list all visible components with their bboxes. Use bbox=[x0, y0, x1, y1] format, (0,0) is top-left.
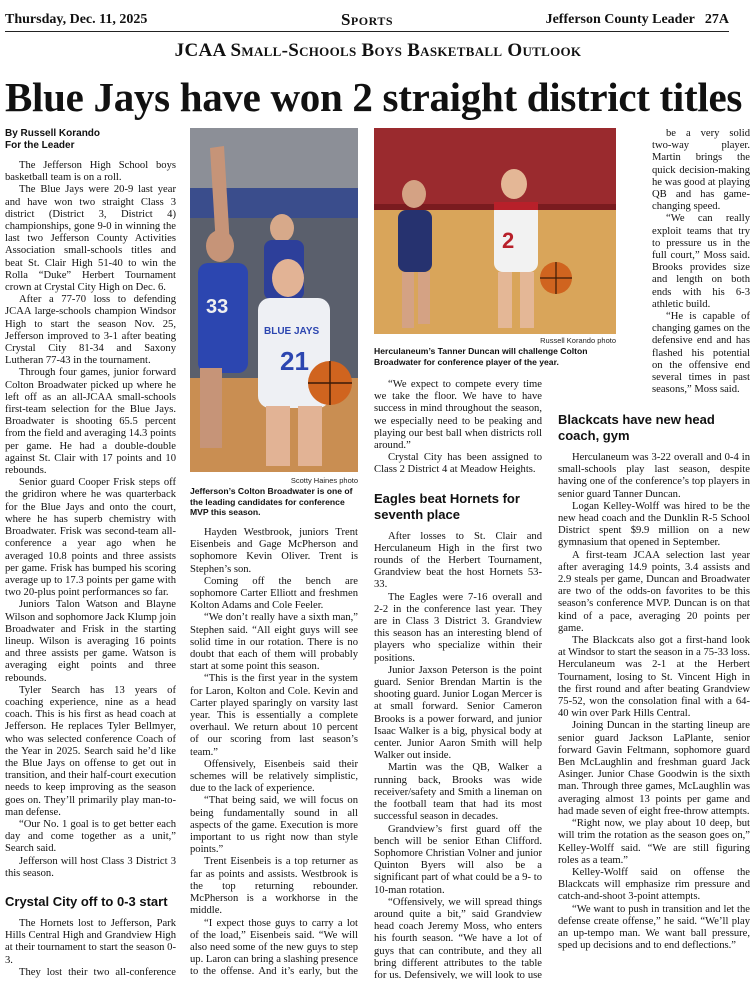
paragraph: “Right now, we play about 10 deep, but will trim the rotation as the season goes on,” Kelley-Wolff said. “We are still figuring roles as a team.” bbox=[558, 818, 750, 866]
photo2-caption: Herculaneum’s Tanner Duncan will challenge Colton Broadwater for conference player of the year. bbox=[374, 346, 588, 367]
photo1-credit: Scotty Haines photo bbox=[290, 476, 358, 485]
paragraph: Jefferson will host Class 3 District 3 this season. bbox=[5, 855, 176, 879]
jersey-wordmark: BLUE JAYS bbox=[264, 326, 320, 337]
paragraph: Trent Eisenbeis is a top returner as far as points and assists. Westbrook is the top returning rebounder. McPherson is a workhorse in the middle. bbox=[190, 856, 358, 917]
paper-name: Jefferson County Leader bbox=[545, 12, 695, 27]
column-1 bbox=[5, 128, 176, 978]
subhead-eagles: Eagles beat Hornets for seventh place bbox=[374, 490, 520, 522]
paragraph: Logan Kelley-Wolff was hired to be the new head coach and the Dunklin R-5 School District spent $9.9 million on a new gymnasium that opened in September. bbox=[558, 500, 750, 549]
paragraph: A first-team JCAA selection last year after averaging 14.9 points, 3.4 assists and 2.9 steals per game, Duncan and Broadwater are two of the odds-on favorites to be this season’s conference MVP. Duncan is on that kind of a pace, averaging 20 points per game. bbox=[558, 549, 750, 634]
defender-number: 33 bbox=[206, 296, 229, 318]
col3-body bbox=[374, 379, 542, 477]
subhead-blackcats: Blackcats have new head coach, gym bbox=[558, 412, 715, 443]
photo2-credit: Russell Korando photo bbox=[540, 336, 616, 345]
paragraph: “That being said, we will focus on being fundamentally sound in all aspects of the game. Execution is more important to us right now than style points.” bbox=[190, 795, 358, 856]
paragraph: “We want to push in transition and let the defense create offense,” he said. “We’ll play an up-tempo man. We want ball pressure, sped up decisions and to end deflections.” bbox=[558, 903, 750, 952]
paragraph: “Our No. 1 goal is to get better each day and come together as a unit,” Search said. bbox=[5, 818, 176, 855]
paragraph: “Offensively, we will spread things around quite a bit,” said Grandview head coach Jeremy Moss, who enters his fourth season. “We have a lot of guys that can contribute, and they all bring different attributes to the table for us. Defensively, we will look to use bbox=[374, 896, 542, 979]
col2-body bbox=[190, 527, 358, 977]
paragraph: Juniors Talon Watson and Blayne Wilson and sophomore Jack Klump join Broadwater and Frisk in the starting lineup. Wilson is averaging 16 points and three assists per game. Watson is averaging eight points and three rebounds. bbox=[5, 599, 176, 684]
paragraph: “He is capable of changing games on the defensive end and has flashed his potential on the offensive end several times in past seasons,” Moss said. bbox=[652, 311, 750, 396]
crystal-body bbox=[5, 918, 176, 978]
paragraph: Senior guard Cooper Frisk steps off the gridiron where he was quarterback for the Blue Jays and onto the court, where he has superb chemistry with Broadwater. Frisk was second-team all-conference a year ago when he averaged 10.8 points and three assists per game. Frisk has bumped his scoring average up to 17.3 points per game with two 20-plus point performances so far. bbox=[5, 477, 176, 599]
column-2 bbox=[190, 527, 358, 977]
paragraph: Offensively, Eisenbeis said their schemes will be relatively simplistic, due to the lack of experience. bbox=[190, 758, 358, 795]
paragraph: Grandview’s first guard off the bench will be senior Ethan Clifford. Sophomore Christian Volner and junior Quinton Byers will also be a significant part of what could be a 9- to 10-man rotation. bbox=[374, 823, 542, 896]
photo1-caption: Jefferson’s Colton Broadwater is one of the leading candidates for conference MVP this season. bbox=[190, 486, 353, 517]
col1-body bbox=[5, 160, 176, 880]
paragraph: Herculaneum was 3-22 overall and 0-4 in small-schools play last season, despite having one of the conference’s top players in senior guard Tanner Duncan. bbox=[558, 452, 750, 500]
paragraph: The Blue Jays were 20-9 last year and have won two straight Class 3 district (District 3, District 4) championships, gone 9-0 in winning the last two Jefferson County Activities Association small-schools titles and beat St. Clair High 51-40 to win the Rolla “Duke” Herbert Tournament crown at Crystal City High on Dec. 6. bbox=[5, 184, 176, 294]
paragraph: “We can really exploit teams that try to pressure us in the full court,” Moss said. Brooks provides size and length on both ends with his 6-3 athletic build. bbox=[652, 213, 750, 310]
paragraph: Through four games, junior forward Colton Broadwater picked up where he left off as an all-JCAA small-schools first-team selection for the Blue Jays. Broadwater is shooting 65.5 percent from the field and averaging 14.3 points per game. He had a double-double against St. Clair with 17 points and 10 rebounds. bbox=[5, 367, 176, 477]
column-4-top bbox=[652, 128, 750, 396]
paragraph: After losses to St. Clair and Herculaneum High in the first two rounds of the Herbert Tournament, Grandview beat the host Hornets 53-33. bbox=[374, 530, 542, 591]
paragraph: “We don’t really have a sixth man,” Stephen said. “All eight guys will see solid time in our rotation. There is no doubt that each of them will probably start at some point this season. bbox=[190, 612, 358, 673]
paragraph: Hayden Westbrook, juniors Trent Eisenbeis and Gage McPherson and sophomore Kevin Oliver. Trent is Stephen’s son. bbox=[190, 527, 358, 575]
jersey-number-2: 2 bbox=[502, 228, 515, 253]
paragraph: Tyler Search has 13 years of coaching experience, nine as a head coach. This is his first as head coach at Jefferson. He replaces Tyler Bellmyer, who was selected conference Coach of the Year in 2025. Search said he’d like the Blue Jays on offense to get out in transition, and their half-court execution needs to keep improving as the season goes on. They’ll primarily play man-to-man defense. bbox=[5, 684, 176, 818]
paragraph: The Blackcats also got a first-hand look at Windsor to start the season in a 75-33 loss. Herculaneum was 2-1 at the Herbert Tournament, losing to St. Vincent High in the first round and after beating Grandview 75-52, won the consolation final with a 64-40 win over Park Hills Central. bbox=[558, 635, 750, 720]
kicker: JCAA Small-Schools Boys Basketball Outlook bbox=[174, 40, 582, 61]
paragraph: Coming off the bench are sophomore Carter Elliott and freshmen Kolton Adams and Cole Feeler. bbox=[190, 575, 358, 612]
subhead-crystal: Crystal City off to 0-3 start bbox=[5, 893, 168, 909]
section-name: Sports bbox=[340, 10, 394, 29]
headline: Blue Jays have won 2 straight district titles bbox=[5, 74, 742, 120]
issue-date: Thursday, Dec. 11, 2025 bbox=[5, 12, 148, 27]
basketball-action-photo bbox=[190, 128, 358, 472]
paragraph: Junior Jaxson Peterson is the point guard. Senior Brendan Martin is the shooting guard. Junior Logan Mercer is at small forward. Senior Cameron Brooks is a power forward, and junior Isaac Walker is a big, physical body at center. Junior Aaron Smith will help Walker out inside. bbox=[374, 664, 542, 762]
page-header bbox=[5, 9, 729, 32]
paragraph: The Hornets lost to Jefferson, Park Hills Central High and Grandview High at their tournament to start the season 0-3. bbox=[5, 917, 176, 966]
paragraph: Crystal City has been assigned to Class 2 District 4 at Meadow Heights. bbox=[374, 452, 542, 476]
basketball-action-photo-2 bbox=[374, 128, 616, 334]
paragraph: The Eagles were 7-16 overall and 2-2 in the conference last year. They are in Class 3 District 3. Grandview this season has an interesting blend of players who specialize within their positions. bbox=[374, 591, 542, 664]
jersey-number: 21 bbox=[280, 346, 309, 376]
paragraph: “This is the first year in the system for Laron, Kolton and Cole. Kevin and Carter played sparingly on varsity last year. This is essentially a complete overhaul. We return about 10 percent of our scoring from last season’s team.” bbox=[190, 673, 358, 758]
column-4 bbox=[558, 398, 750, 978]
eagles-body bbox=[374, 531, 542, 979]
paragraph: The Jefferson High School boys basketball team is on a roll. bbox=[5, 160, 176, 184]
paragraph: “We expect to compete every time we take the floor. We have to have success in mind throughout the season, we especially need to be peaking and playing our best ball when districts roll around.” bbox=[374, 379, 542, 452]
byline-author: By Russell Korando bbox=[5, 128, 101, 139]
byline bbox=[5, 128, 176, 152]
paper-and-page bbox=[536, 12, 729, 28]
column-3 bbox=[374, 379, 542, 979]
photo-duncan bbox=[374, 128, 616, 334]
paragraph: They lost their two all-conference bbox=[19, 966, 176, 978]
paragraph: Joining Duncan in the starting lineup are senior guard Jackson LaPlante, senior forward Gavin Feltmann, sophomore guard Ben McLaughlin and freshman guard Jack Asinger. Junior Chase Goodwin is the sixth man. Through three games, McLaughlin was averaging almost 13 points per game and had made seven of eight free-throw attempts. bbox=[558, 720, 750, 817]
paragraph: Kelley-Wolff said on offense the Blackcats will emphasize rim pressure and catch-and-shoot 3-point attempts. bbox=[558, 866, 750, 903]
col4-top-body bbox=[652, 128, 750, 396]
paragraph: After a 77-70 loss to defending JCAA large-schools champion Windsor High to start the season Nov. 25, Jefferson improved to 3-1 after beating Crystal City 81-34 and Saxony Lutheran 77-43 in the tournament. bbox=[5, 294, 176, 367]
paragraph: “I expect those guys to carry a lot of the load,” Eisenbeis said. “We will also need some of the new guys to step up. Laron can bring a slashing presence to the offense. And it’s early, but the bbox=[190, 917, 358, 977]
blackcats-body bbox=[558, 452, 750, 952]
byline-affiliation: For the Leader bbox=[5, 140, 75, 151]
paragraph: be a very solid two-way player. Martin brings the quick decision-making he was good at playing QB and has game-changing speed. bbox=[652, 128, 750, 213]
paragraph: Martin was the QB, Walker a running back, Brooks was wide receiver/safety and Smith a lineman on the football team that had its most successful season in decades. bbox=[374, 762, 542, 823]
page-number: 27A bbox=[704, 12, 729, 27]
photo-broadwater bbox=[190, 128, 358, 472]
